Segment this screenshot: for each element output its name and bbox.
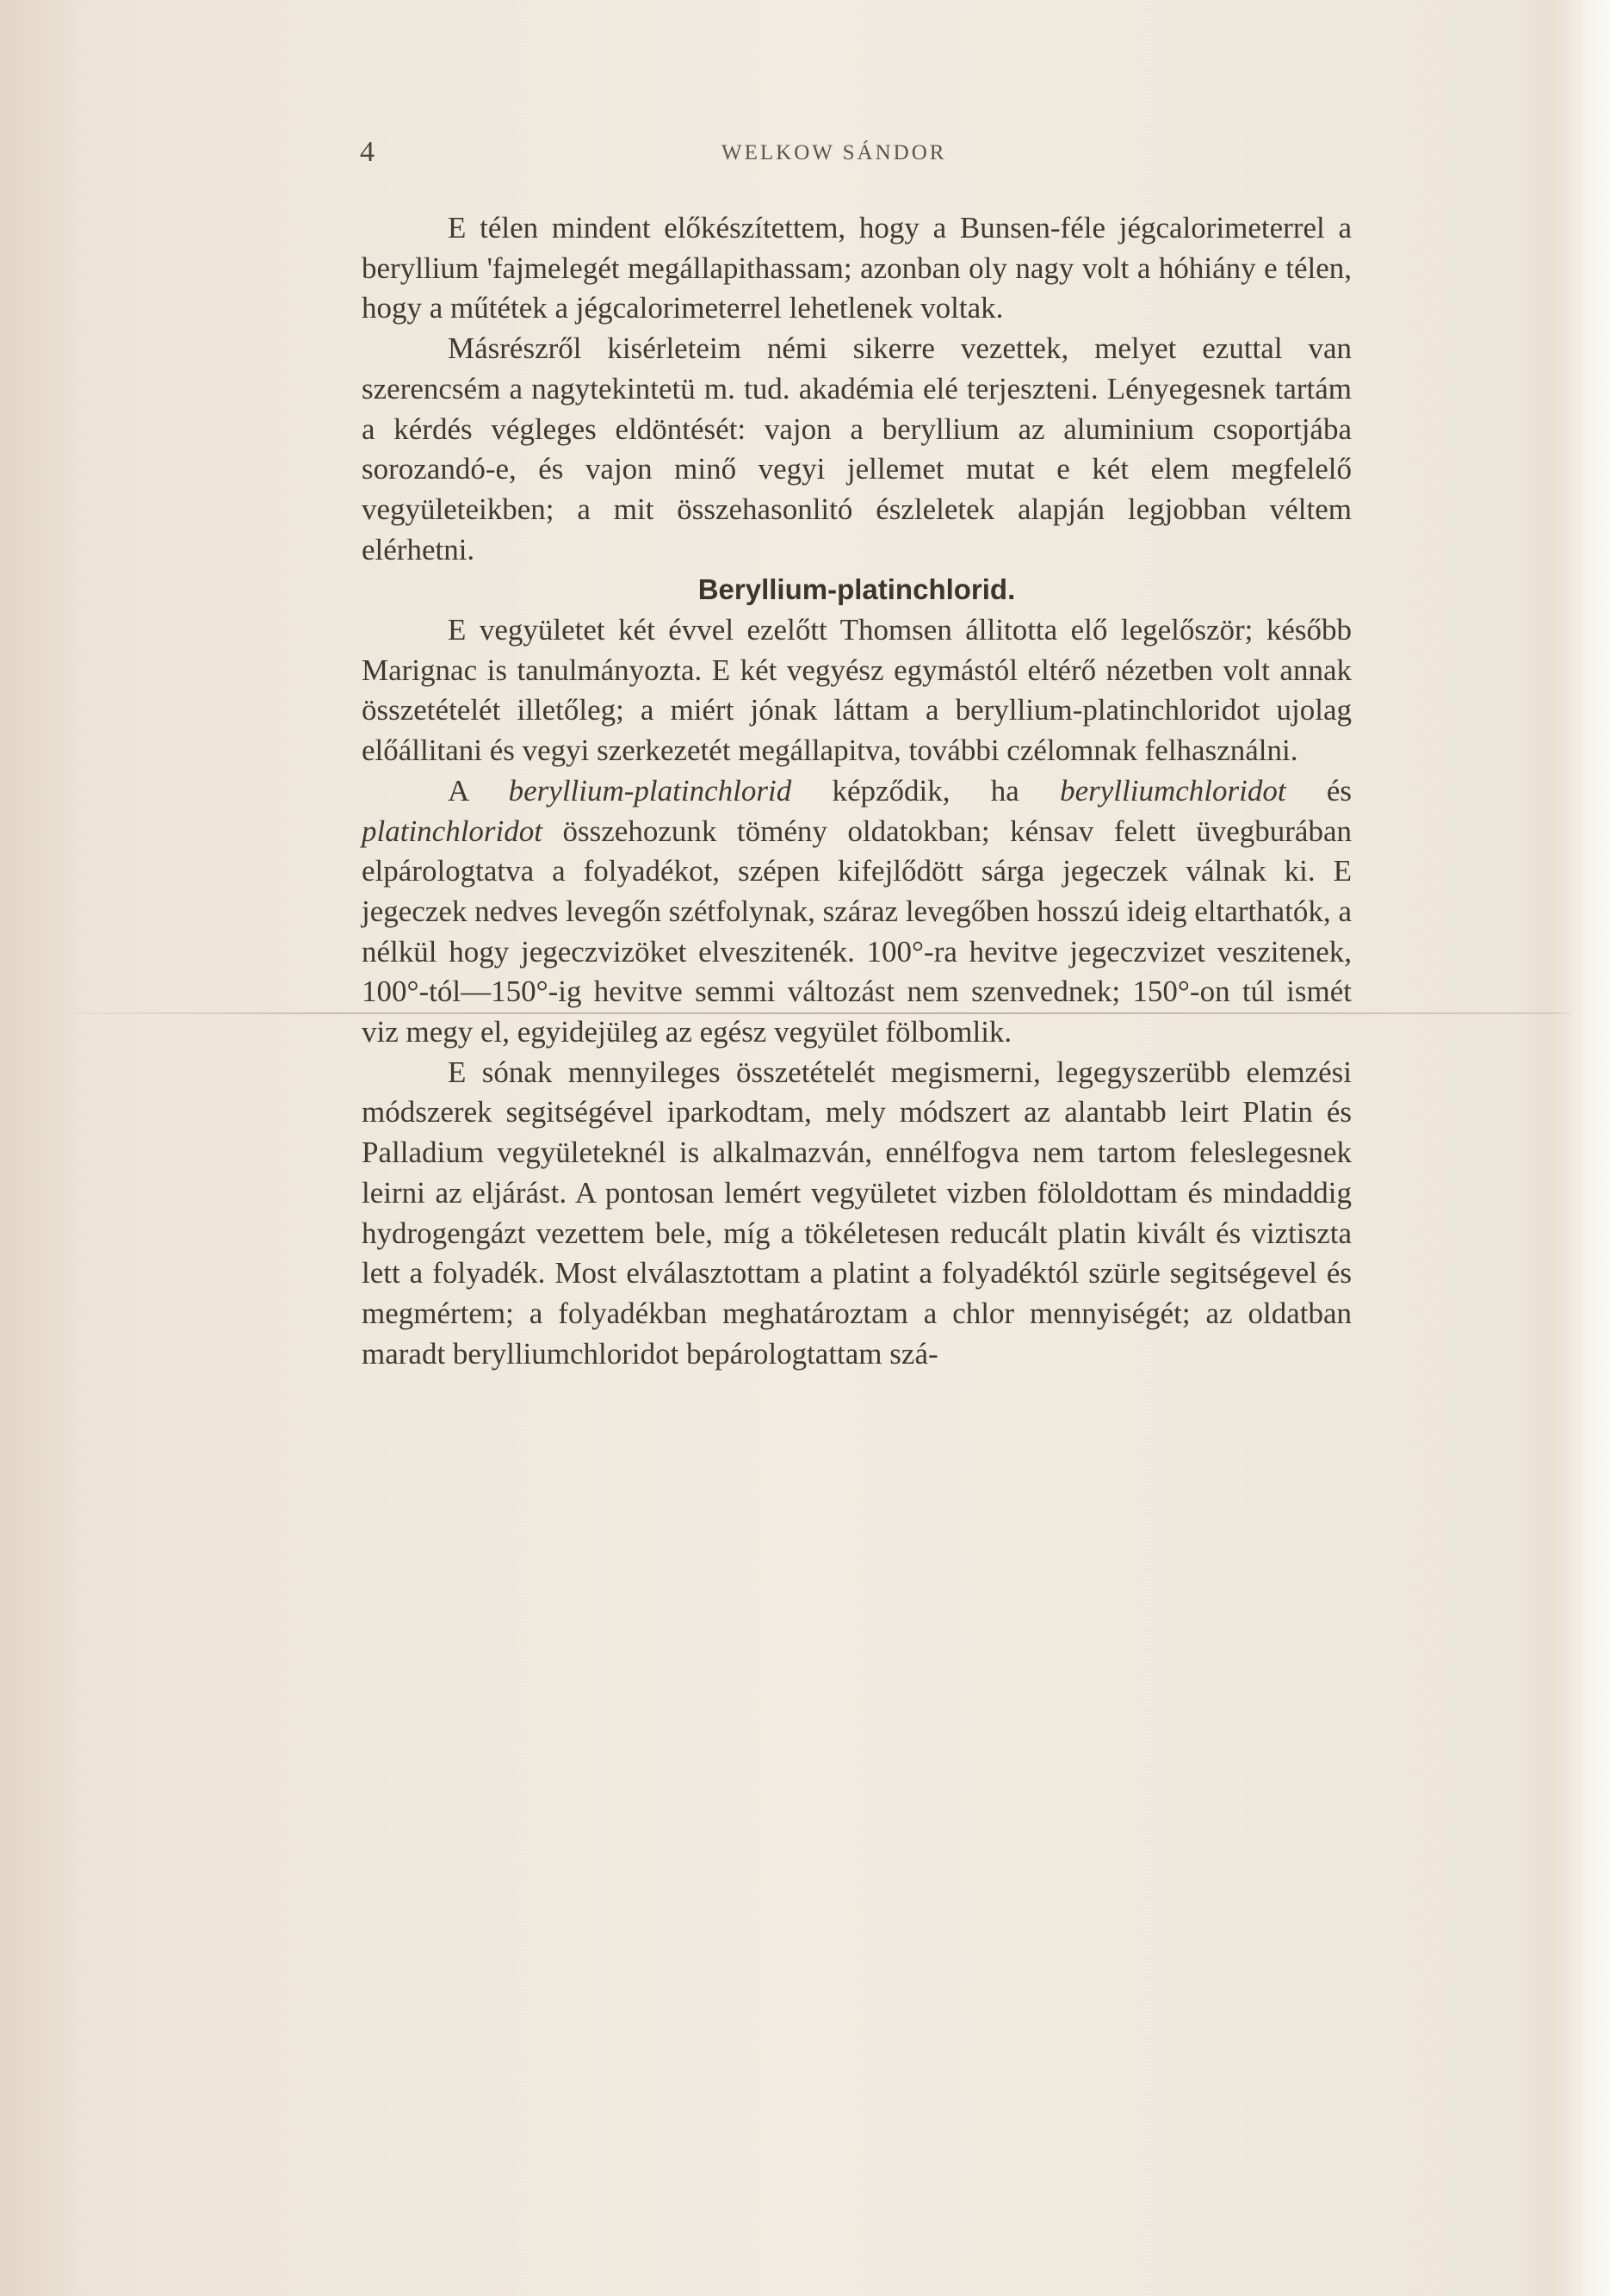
term-beryllium-platinchlorid: beryllium-platinchlorid [508,773,792,808]
running-head: WELKOW SÁNDOR [721,141,947,164]
section-heading: Beryllium-platinchlorid. [697,573,1016,606]
term-platinchloridot: platinchloridot [362,814,542,848]
page-header [360,136,1350,177]
paragraph-4-text-c: és [1285,773,1353,808]
paragraph-1: E télen mindent előkészítettem, hogy a Bunsen-féle jégcalorimeterrel a beryllium 'fajmelegét megállapithassam; azonban oly nagy volt a hóhiány e télen, hogy a műtétek a jégcalorimeterrel lehetlenek voltak. [362,211,1352,325]
paragraph-2: Másrészről kisérleteim némi sikerre vezettek, melyet ezuttal van szerencsém a nagytekintetü m. tud. akadémia elé terjeszteni. Lényegesnek tartám a kérdés végleges eldöntését: vajon a beryllium az aluminium csoportjába sorozandó-e, és vajon minő vegyi jellemet mutat e két elem megfelelő vegyületeikben; a mit összehasonlitó észleletek alapján legjobban véltem elérhetni. [362,331,1352,566]
body-text [362,208,1352,1374]
paragraph-5: E sónak mennyileges összetételét megismerni, legegyszerübb elemzési módszerek segitségével iparkodtam, mely módszert az alantabb leirt Platin és Palladium vegyületeknél is alkalmazván, ennélfogva nem tartom feleslegesnek leirni az eljárást. A pontosan lemért vegyületet vizben föloldottam és mindaddig hydrogengázt vezettem bele, míg a tökéletesen reducált platin kivált és viztiszta lett a folyadék. Most elválasztottam a platint a folyadéktól szürle segitségevel és megmértem; a folyadékban meghatároztam a chlor mennyiségét; az oldatban maradt berylliumchloridot bepárologtattam szá- [362,1055,1352,1371]
page-number: 4 [360,136,375,168]
paragraph-4-text-b: képződik, ha [791,773,1061,808]
paragraph-3: E vegyületet két évvel ezelőtt Thomsen állitotta elő legelőször; később Marignac is tanulmányozta. E két vegyész egymástól eltérő nézetben volt annak összetételét illetőleg; a miért jónak láttam a beryllium-platinchloridot ujolag előállitani és vegyi szerkezetét megállapitva, további czélomnak felhasználni. [362,613,1352,768]
term-berylliumchloridot: berylliumchloridot [1060,773,1286,808]
paragraph-4 [362,771,1352,1053]
paragraph-4-text-a: A [448,773,509,808]
paragraph-4-text-d: összehozunk tömény oldatokban; kénsav felett üvegburában elpárologtatva a folyadékot, szépen kifejlődött sárga jegeczek válnak ki. E jegeczek nedves levegőn szétfolynak, száraz levegőben hosszú ideig eltarthatók, a nélkül hogy jegeczvizöket elveszitenék. 100°-ra hevitve jegeczvizet veszitenek, 100°-tól—150°-ig hevitve semmi változást nem szenvednek; 150°-on túl ismét viz megy el, egyidejüleg az egész vegyület fölbomlik. [362,814,1352,1049]
page-edge [1550,0,1610,2296]
scan-fold-line [34,1012,1571,1014]
